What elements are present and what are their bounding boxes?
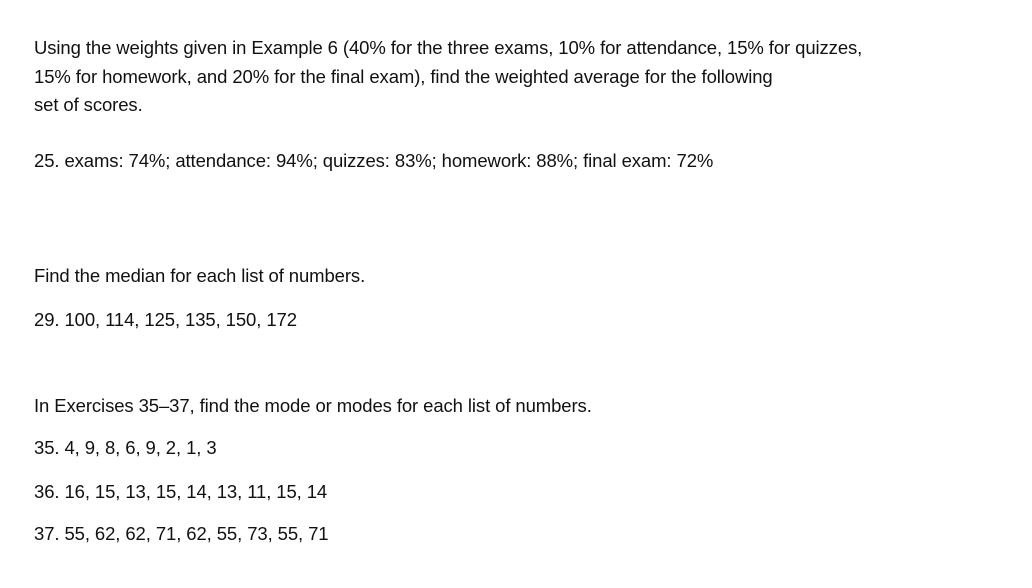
exercise-37: 37. 55, 62, 62, 71, 62, 55, 73, 55, 71 [34, 523, 329, 544]
exercise-29: 29. 100, 114, 125, 135, 150, 172 [34, 309, 297, 330]
mode-heading: In Exercises 35–37, find the mode or modes for each list of numbers. [34, 395, 592, 416]
intro-line-3: set of scores. [34, 94, 143, 115]
exercise-36: 36. 16, 15, 13, 15, 14, 13, 11, 15, 14 [34, 481, 328, 502]
intro-line-2: 15% for homework, and 20% for the final exam), find the weighted average for the following [34, 66, 773, 87]
exercise-35: 35. 4, 9, 8, 6, 9, 2, 1, 3 [34, 437, 217, 458]
median-heading: Find the median for each list of numbers. [34, 265, 366, 286]
intro-line-1: Using the weights given in Example 6 (40% for the three exams, 10% for attendance, 15% for quizzes, [34, 37, 863, 58]
exercise-25: 25. exams: 74%; attendance: 94%; quizzes: 83%; homework: 88%; final exam: 72% [34, 150, 714, 171]
